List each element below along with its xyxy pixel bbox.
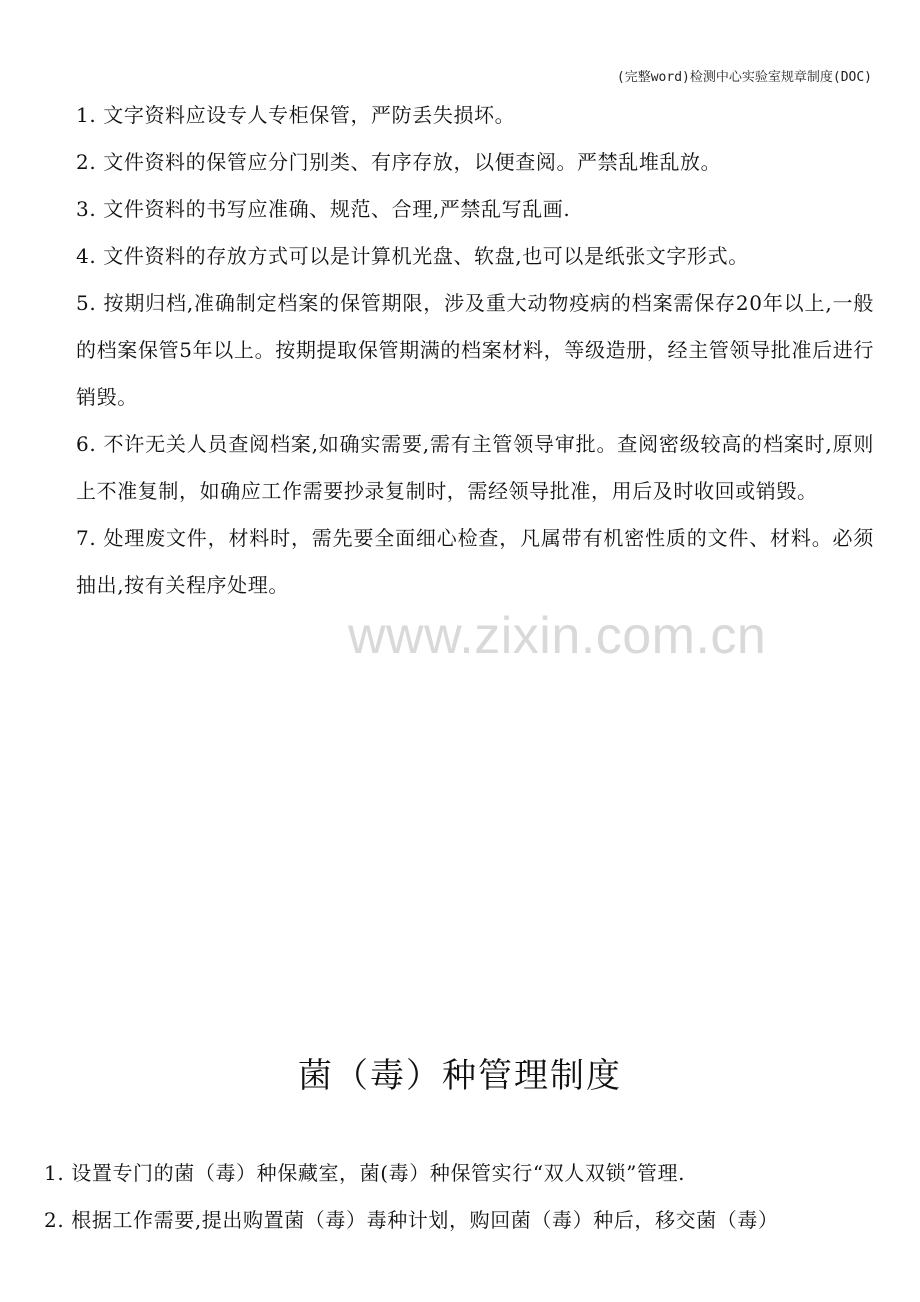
archive-rules-list: [76, 92, 874, 609]
strain-rule-item-2: 2. 根据工作需要,提出购置菌（毒）毒种计划，购回菌（毒）种后，移交菌（毒）: [44, 1208, 779, 1232]
watermark: www.zixin.com.cn: [348, 607, 767, 665]
rule-item-5: 5. 按期归档,准确制定档案的保管期限，涉及重大动物疫病的档案需保存20年以上,一般的档案保管5年以上。按期提取保管期满的档案材料，等级造册，经主管领导批准后进行销毁。: [76, 291, 874, 409]
rule-item-3: 3. 文件资料的书写应准确、规范、合理,严禁乱写乱画.: [76, 197, 571, 221]
rule-item-4: 4. 文件资料的存放方式可以是计算机光盘、软盘,也可以是纸张文字形式。: [76, 244, 749, 268]
running-header: (完整word)检测中心实验室规章制度(DOC): [616, 70, 872, 85]
strain-management-list: [44, 1150, 876, 1244]
rule-item-6: 6. 不许无关人员查阅档案,如确实需要,需有主管领导审批。查阅密级较高的档案时,原则上不准复制，如确应工作需要抄录复制时，需经领导批准，用后及时收回或销毁。: [76, 432, 874, 503]
rule-item-2: 2. 文件资料的保管应分门别类、有序存放，以便查阅。严禁乱堆乱放。: [76, 150, 722, 174]
rule-item-1: 1. 文字资料应设专人专柜保管，严防丢失损坏。: [76, 103, 516, 127]
strain-rule-item-1: 1. 设置专门的菌（毒）种保藏室，菌(毒）种保管实行“双人双锁”管理.: [44, 1161, 686, 1185]
rule-item-7: 7. 处理废文件，材料时，需先要全面细心检查，凡属带有机密性质的文件、材料。必须抽出,按有关程序处理。: [76, 526, 874, 597]
section-title: 菌（毒）种管理制度: [298, 1056, 622, 1096]
